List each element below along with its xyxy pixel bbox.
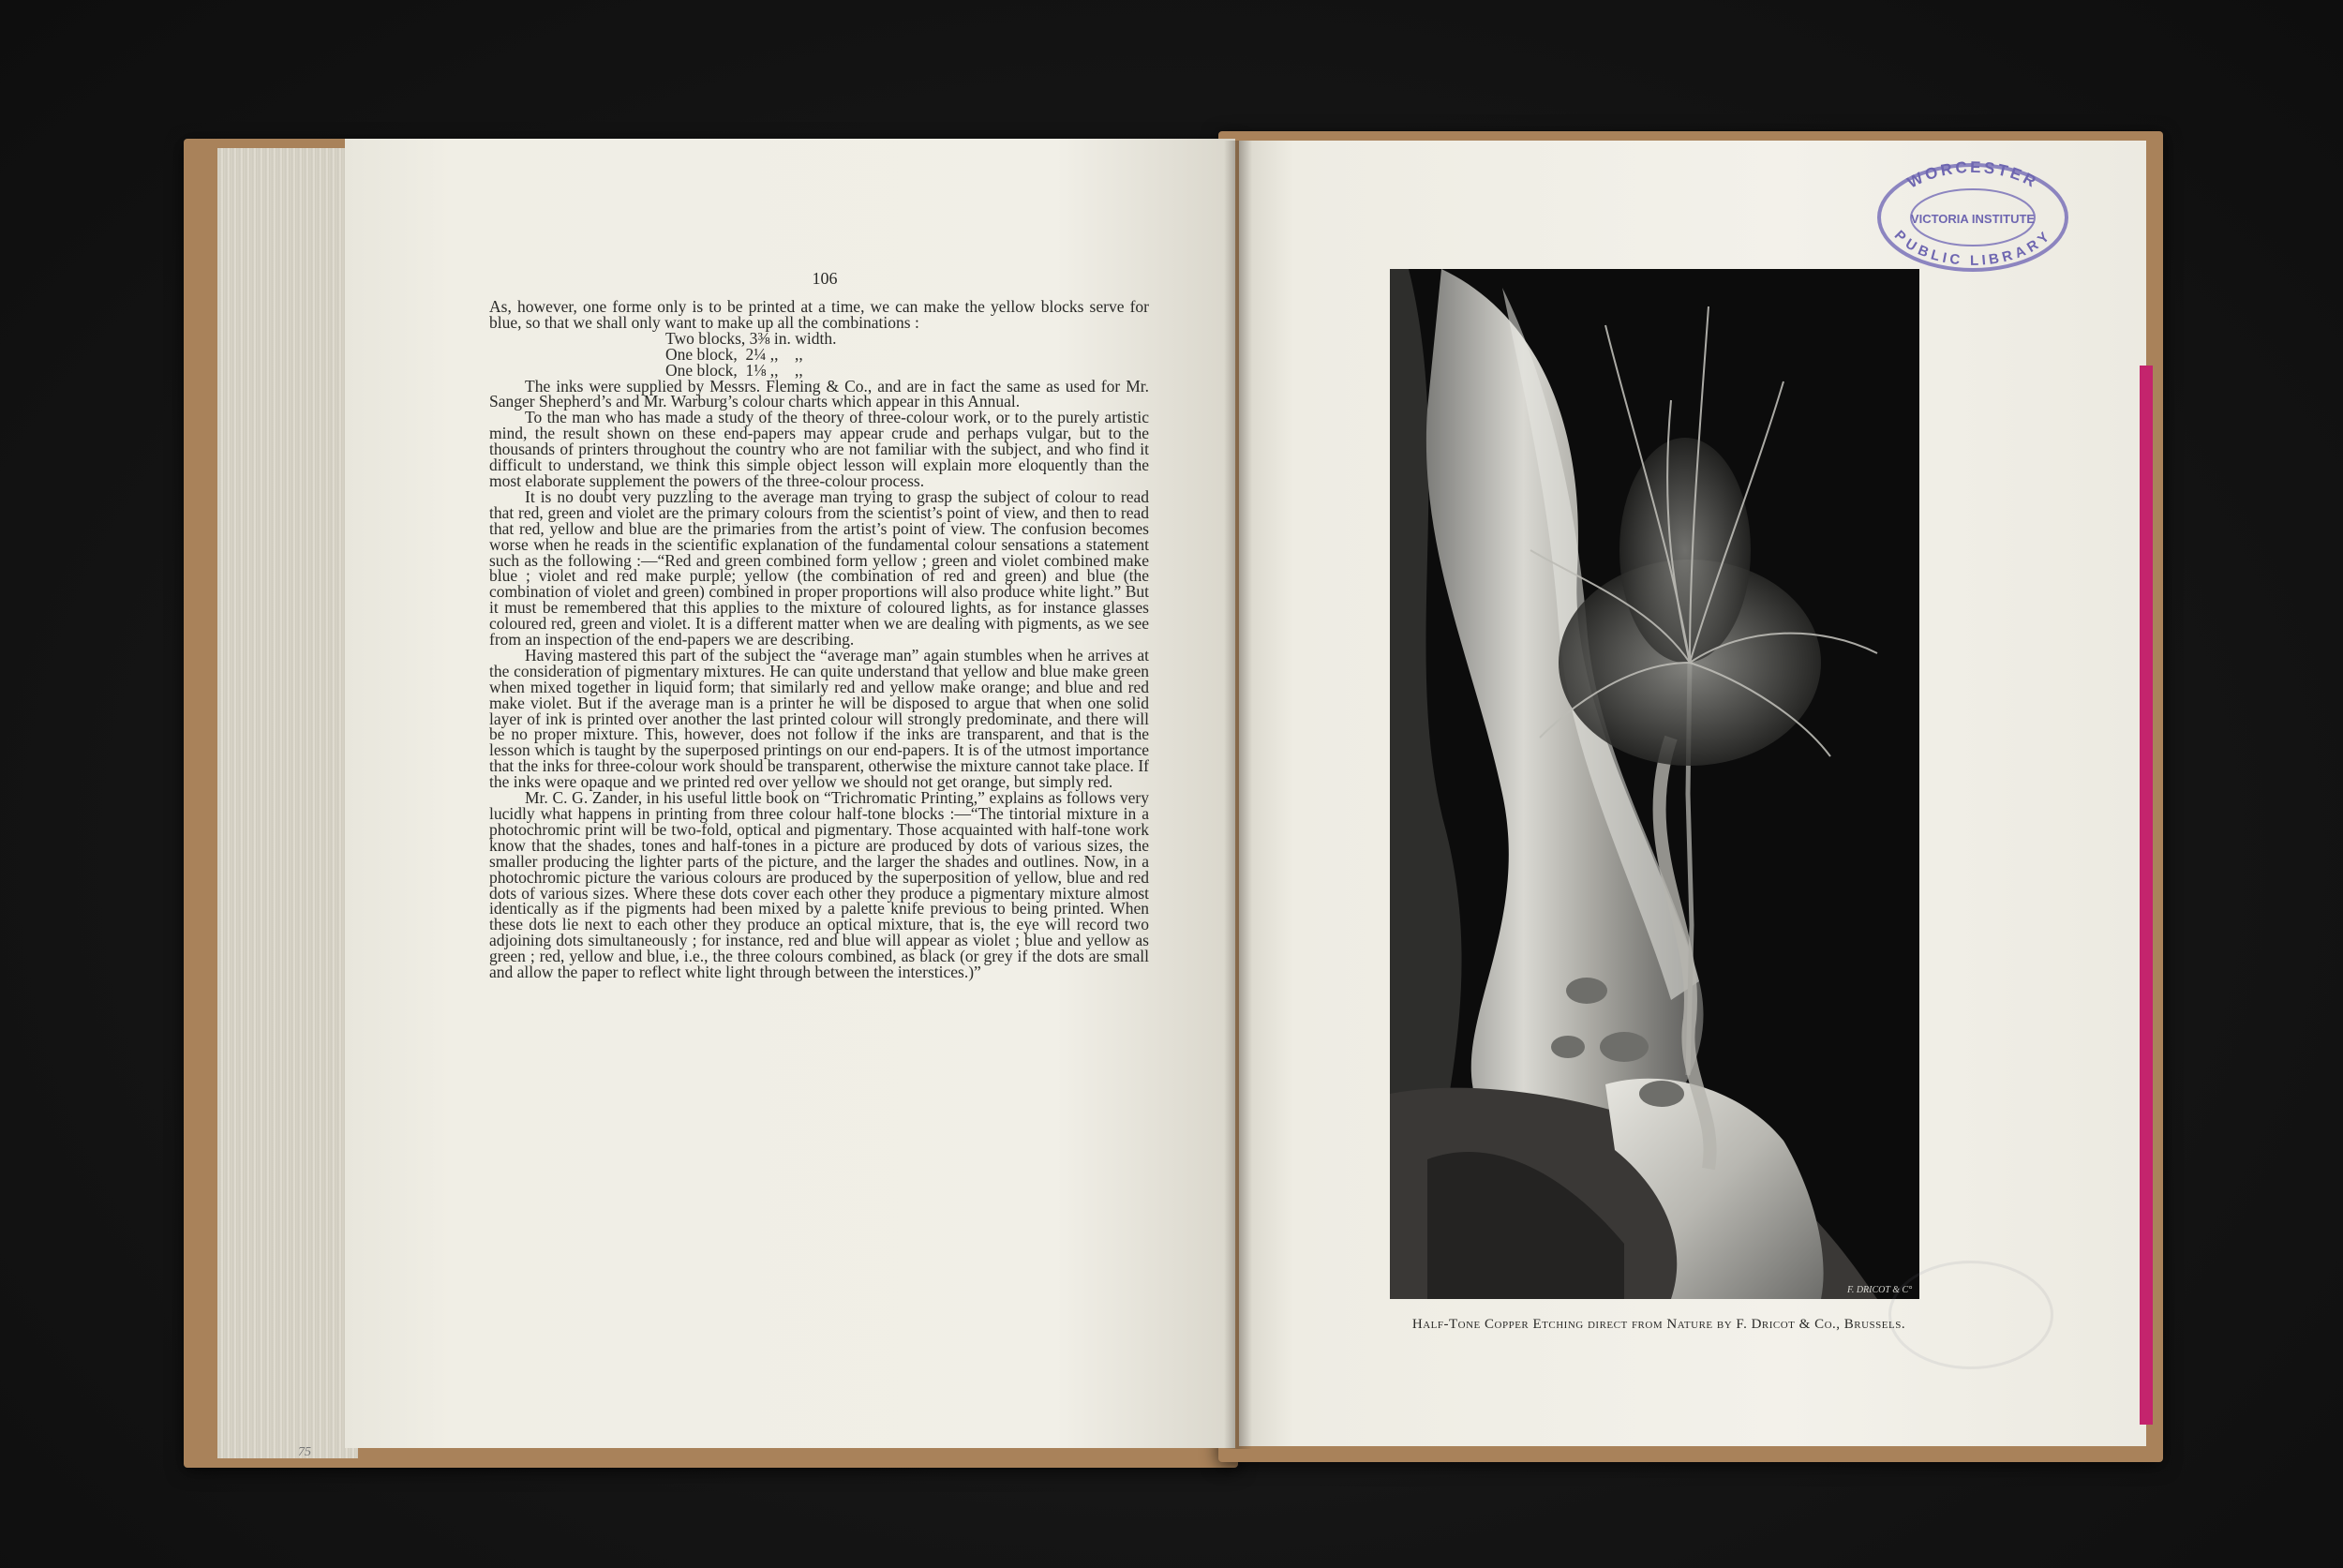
pink-endpaper-edge bbox=[2140, 366, 2153, 1425]
block-line: One block, 1⅛ ,, ,, bbox=[665, 360, 803, 380]
body-text bbox=[489, 299, 1149, 980]
paragraph-theory: To the man who has made a study of the theory of three-colour work, or to the purely artistic mind, the result shown on these end-papers may appear crude and perhaps vulgar, but to the thousands of printers throughout the country who are not familiar with the subject, and who find it difficult to understand, we think this simple object lesson will explain more eloquently than the most elaborate supplement the powers of the three-colour process. bbox=[489, 408, 1149, 490]
paragraph-pigments: Having mastered this part of the subject the “average man” again stumbles when he arrives at the consideration of pigmentary mixtures. He can quite understand that yellow and blue make green when mixed together in liquid form; that similarly red and yellow make orange; and blue and red make violet. But if the average man is a printer he will be disposed to argue that when one solid layer of ink is printed over another the last printed colour will strongly predominate, and there will be no proper mixture. This, however, does not follow if the inks are transparent, and that is the lesson which is taught by the superposed printings on our end-papers. It is of the utmost importance that the inks for three-colour work should be transparent, otherwise the mixture cannot take place. If the inks were opaque and we printed red over yellow we should not get orange, but simply red. bbox=[489, 645, 1149, 792]
block-list bbox=[665, 328, 1149, 380]
faint-stamp-showthrough bbox=[1888, 1261, 2053, 1369]
page-edges bbox=[217, 148, 358, 1458]
photo-caption: Half-Tone Copper Etching direct from Nature by F. Dricot & Co., Brussels. bbox=[1411, 1317, 1906, 1332]
stamp-bottom-text: PUBLIC LIBRARY bbox=[1890, 227, 2055, 269]
library-stamp bbox=[1874, 159, 2071, 272]
halftone-photograph bbox=[1390, 269, 1919, 1299]
block-line: Two blocks, 3⅜ in. width. bbox=[665, 328, 837, 348]
pencil-mark: 75 bbox=[298, 1445, 311, 1459]
intro-paragraph: As, however, one forme only is to be printed at a time, we can make the yellow blocks serve for blue, so that we shall only want to make up all the combinations : bbox=[489, 297, 1149, 332]
stamp-middle-text: VICTORIA INSTITUTE bbox=[1910, 212, 2036, 226]
paragraph-zander: Mr. C. G. Zander, in his useful little book on “Trichromatic Printing,” explains as follows very lucidly what happens in printing from three colour half-tone blocks :—“The tintorial mixture in a photochromic print will be two-fold, optical and pigmentary. Those acquainted with half-tone work know that the shades, tones and half-tones in a picture are produced by dots of various sizes, the smaller producing the lighter parts of the picture, and the larger the shades and outlines. Now, in a photochromic picture the various colours are produced by the superposition of yellow, blue and red dots of various sizes. Where these dots cover each other they produce a pigmentary mixture almost identically as if the pigments had been mixed by a palette knife previous to being printed. When these dots lie next to each other they produce an optical mixture, that is, the eye will record two adjoining dots simultaneously ; for instance, red and blue will appear as violet ; blue and yellow as green ; red, yellow and blue, i.e., the three colours combined, as black (or grey if the dots are small and allow the paper to reflect white light through between the interstices.)” bbox=[489, 788, 1149, 982]
paragraph-primaries: It is no doubt very puzzling to the average man trying to grasp the subject of colour to read that red, green and violet are the primary colours from the scientist’s point of view, and then to read that red, yellow and blue are the primaries from the artist’s point of view. The confusion becomes worse when he reads in the scientific explanation of the fundamental colour sensations a statement such as the following :—“Red and green combined form yellow ; green and violet combined make blue ; violet and red make purple; yellow (the combination of red and green) and blue (the combination of violet and green) combined in proper proportions will also produce white light.” But it must be remembered that this applies to the mixture of coloured lights, as for instance glasses coloured red, green and violet. It is a different matter when we are dealing with pigments, as we see from an inspection of the end-papers we are describing. bbox=[489, 486, 1149, 650]
photo-signature: F. DRICOT & C° bbox=[1847, 1285, 1913, 1295]
paragraph-inks: The inks were supplied by Messrs. Fleming & Co., and are in fact the same as used for Mr. Sanger Shepherd’s and Mr. Warburg’s colour charts which appear in this Annual. bbox=[489, 376, 1149, 411]
page-number: 106 bbox=[812, 269, 838, 288]
book-gutter bbox=[1224, 141, 1252, 1449]
stamp-top-text: WORCESTER bbox=[1904, 159, 2041, 192]
still-life-illustration bbox=[1390, 269, 1919, 1299]
block-line: One block, 2¼ ,, ,, bbox=[665, 344, 803, 364]
